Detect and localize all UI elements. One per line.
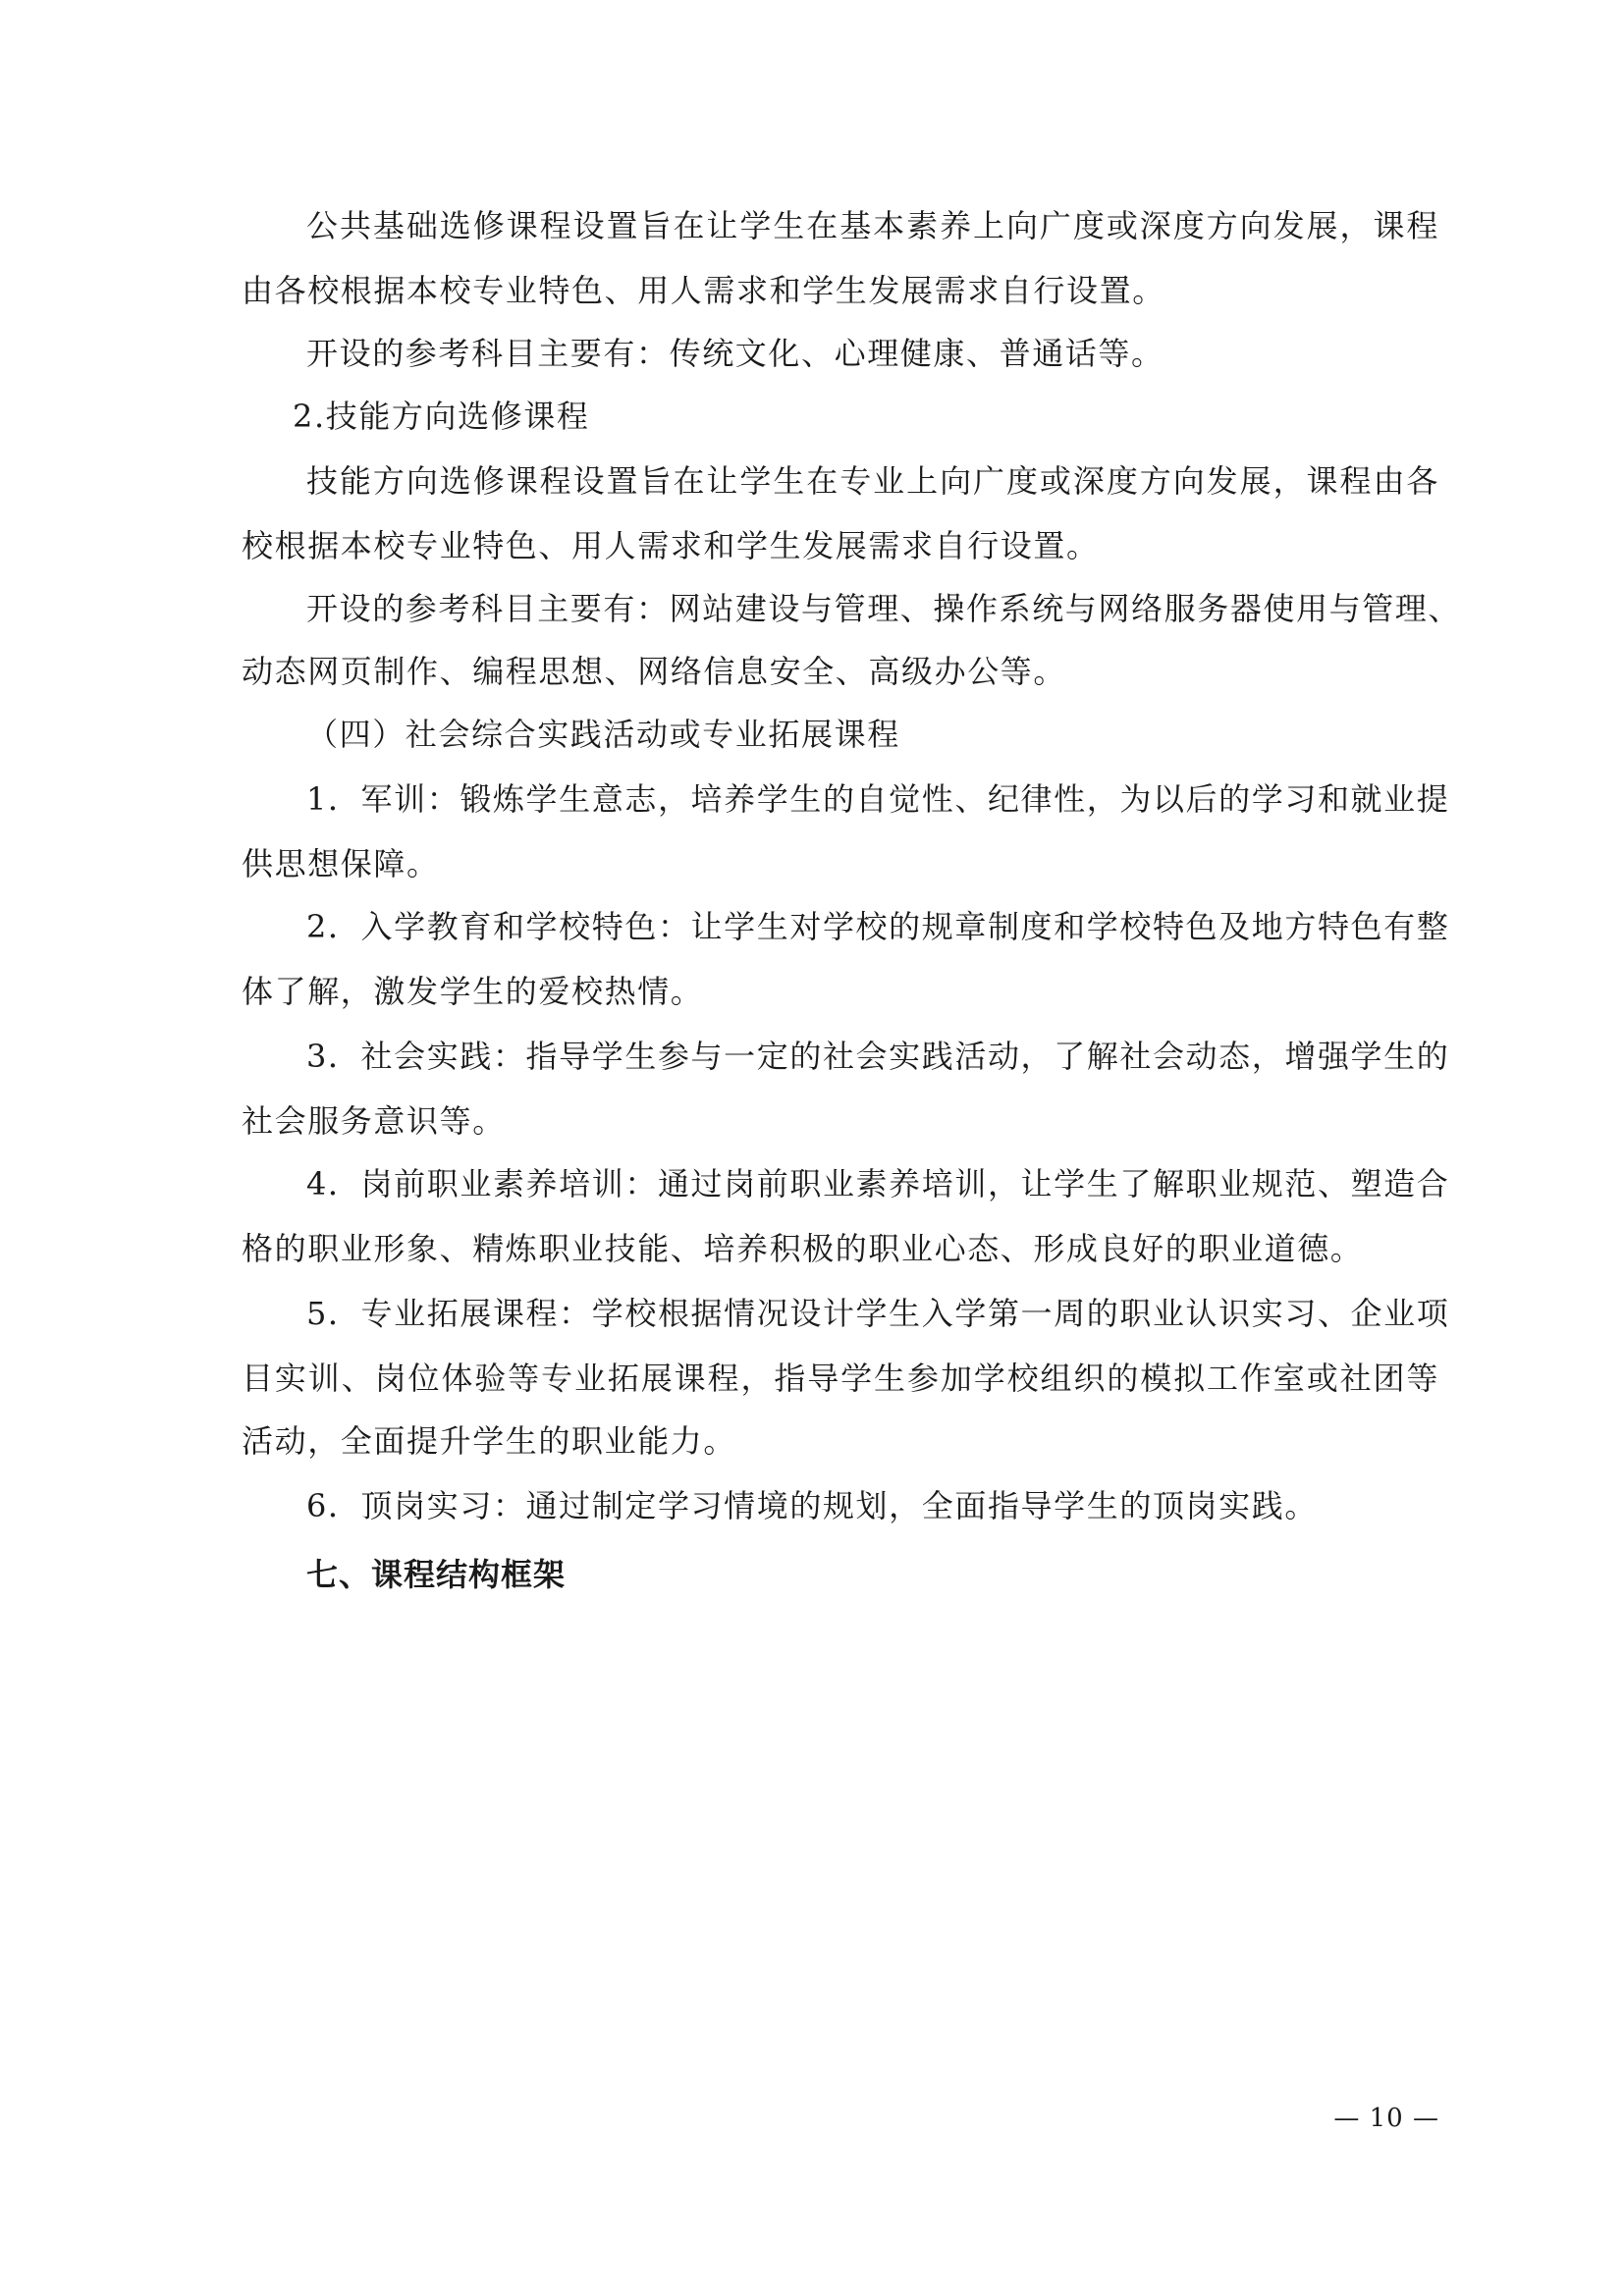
paragraph-line: 1．军训：锻炼学生意志，培养学生的自觉性、纪律性，为以后的学习和就业提 [306, 780, 1450, 818]
paragraph-line: 社会服务意识等。 [242, 1102, 506, 1140]
paragraph-line: 公共基础选修课程设置旨在让学生在基本素养上向广度或深度方向发展，课程 [306, 207, 1439, 244]
paragraph-line: 5．专业拓展课程：学校根据情况设计学生入学第一周的职业认识实习、企业项 [306, 1295, 1450, 1332]
paragraph-line: 校根据本校专业特色、用人需求和学生发展需求自行设置。 [242, 527, 1100, 564]
paragraph-line: 开设的参考科目主要有：传统文化、心理健康、普通话等。 [306, 335, 1164, 372]
paragraph-line: 2．入学教育和学校特色：让学生对学校的规章制度和学校特色及地方特色有整 [306, 908, 1450, 945]
subsection-title: （四）社会综合实践活动或专业拓展课程 [306, 716, 900, 753]
paragraph-line: 格的职业形象、精炼职业技能、培养积极的职业心态、形成良好的职业道德。 [242, 1230, 1364, 1267]
paragraph-line: 4．岗前职业素养培训：通过岗前职业素养培训，让学生了解职业规范、塑造合 [306, 1165, 1450, 1202]
page-number: — 10 — [1333, 2104, 1439, 2133]
paragraph-line: 3．社会实践：指导学生参与一定的社会实践活动，了解社会动态，增强学生的 [306, 1038, 1450, 1075]
paragraph-line: 开设的参考科目主要有：网站建设与管理、操作系统与网络服务器使用与管理、 [306, 590, 1462, 627]
paragraph-line: 6．顶岗实习：通过制定学习情境的规划，全面指导学生的顶岗实践。 [306, 1487, 1318, 1524]
section-heading: 七、课程结构框架 [306, 1556, 567, 1593]
paragraph-line: 由各校根据本校专业特色、用人需求和学生发展需求自行设置。 [242, 272, 1165, 309]
paragraph-line: 体了解，激发学生的爱校热情。 [242, 973, 704, 1010]
paragraph-line: 供思想保障。 [242, 845, 440, 882]
paragraph-line: 动态网页制作、编程思想、网络信息安全、高级办公等。 [242, 653, 1067, 690]
paragraph-line: 目实训、岗位体验等专业拓展课程，指导学生参加学校组织的模拟工作室或社团等 [242, 1360, 1439, 1397]
paragraph-line: 活动，全面提升学生的职业能力。 [242, 1422, 737, 1460]
subsection-title: 2.技能方向选修课程 [293, 398, 590, 435]
paragraph-line: 技能方向选修课程设置旨在让学生在专业上向广度或深度方向发展，课程由各 [306, 462, 1439, 500]
document-page [242, 0, 1462, 2296]
